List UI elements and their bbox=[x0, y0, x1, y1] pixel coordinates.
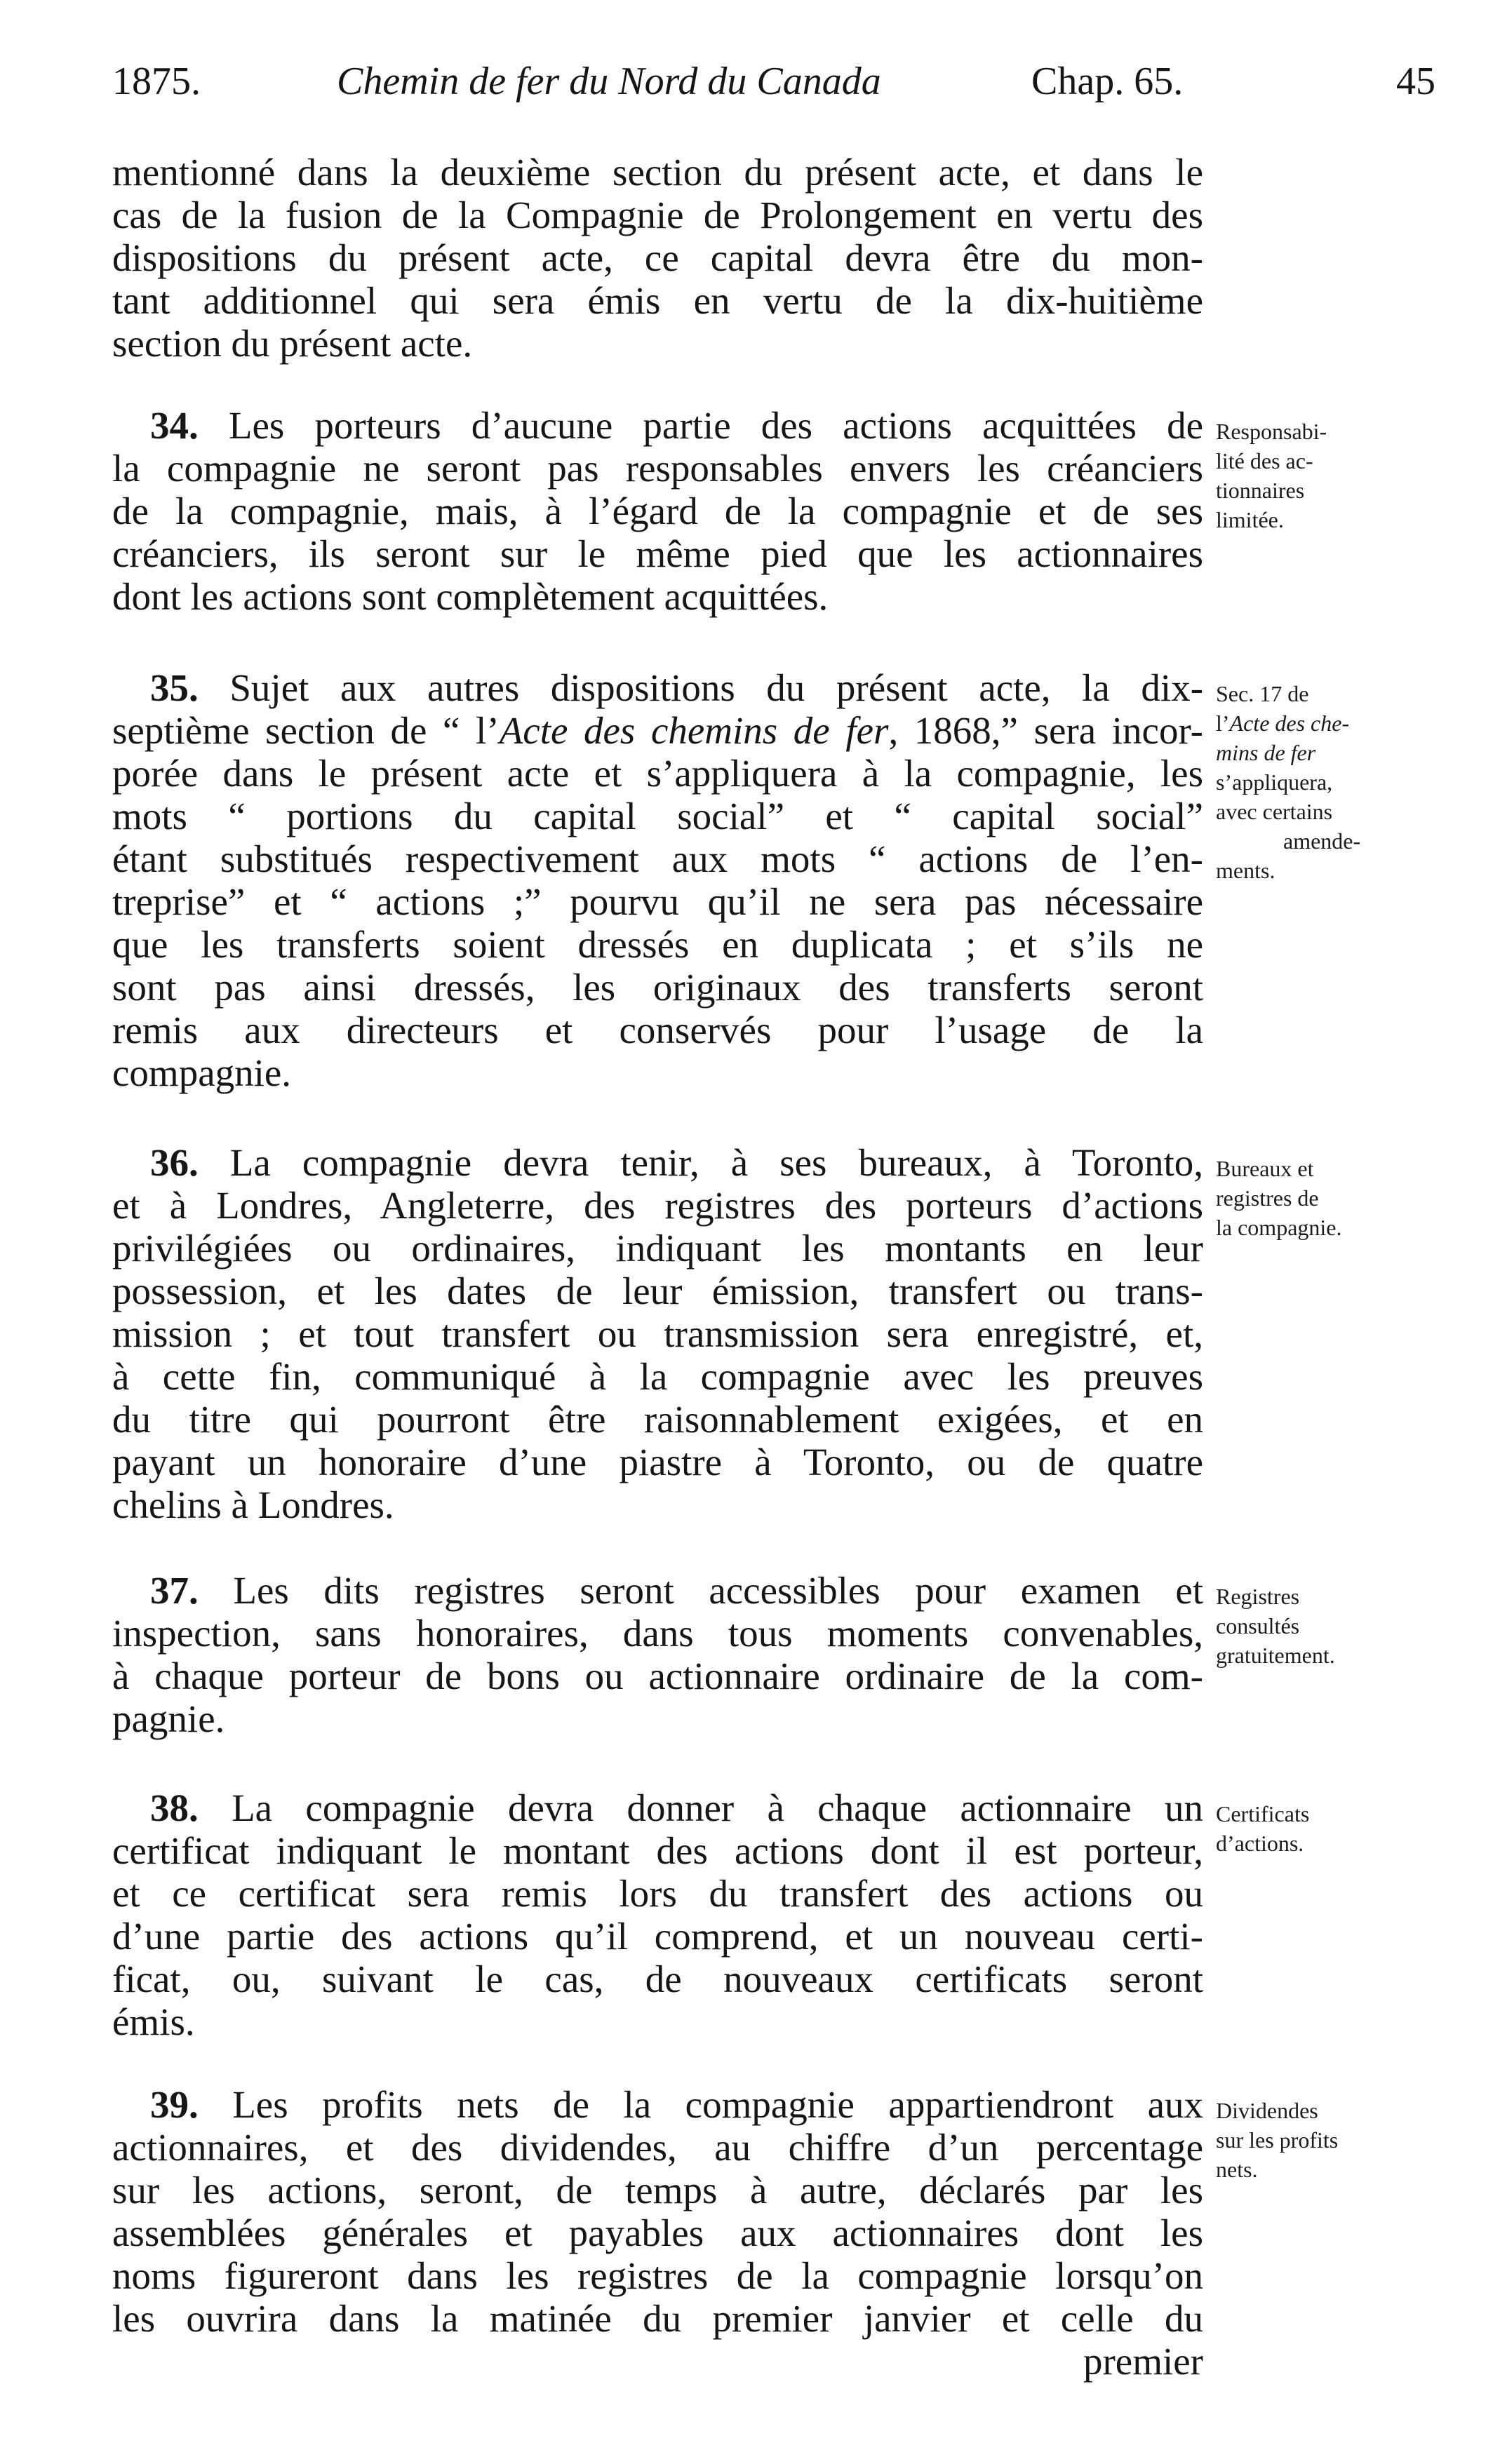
text-line: section du présent acte. bbox=[112, 322, 473, 365]
section-number: 35. bbox=[150, 666, 199, 709]
text-line: tant additionnel qui sera émis en vertu de la dix-huitième bbox=[112, 279, 1203, 322]
margin-note-36 bbox=[1216, 1154, 1426, 1242]
note-line bbox=[1216, 708, 1426, 738]
section-34 bbox=[112, 404, 1203, 618]
text-line bbox=[112, 1569, 1203, 1612]
text-line: mots “ portions du capital social” et “ capital social” bbox=[112, 795, 1203, 837]
text-line: pagnie. bbox=[112, 1697, 225, 1740]
catchword: premier bbox=[1083, 2340, 1203, 2383]
paragraph-continuation bbox=[112, 151, 1203, 365]
italic-title: Acte des chemins de fer bbox=[499, 709, 889, 752]
text-line: les ouvrira dans la matinée du premier janvier et celle du bbox=[112, 2297, 1203, 2340]
note-line: consultés bbox=[1216, 1613, 1300, 1638]
section-number: 36. bbox=[150, 1141, 199, 1184]
margin-note-34 bbox=[1216, 417, 1426, 534]
page-number: 45 bbox=[1396, 60, 1435, 103]
text-line: chelins à Londres. bbox=[112, 1483, 394, 1526]
text-line: porée dans le présent acte et s’appliquera à la compagnie, les bbox=[112, 752, 1203, 795]
note-line: limitée. bbox=[1216, 507, 1284, 532]
text-line: à chaque porteur de bons ou actionnaire ordinaire de la com- bbox=[112, 1655, 1203, 1697]
text-line bbox=[112, 666, 1203, 709]
text-line: actionnaires, et des dividendes, au chiffre d’un percentage bbox=[112, 2126, 1203, 2169]
text-line: d’une partie des actions qu’il comprend, et un nouveau certi- bbox=[112, 1915, 1203, 1958]
text-line: possession, et les dates de leur émission, transfert ou trans- bbox=[112, 1270, 1203, 1312]
section-35 bbox=[112, 666, 1203, 1094]
note-line: lité des ac- bbox=[1216, 448, 1313, 473]
section-number: 37. bbox=[150, 1569, 199, 1612]
note-line: ments. bbox=[1216, 858, 1275, 883]
line-text: La compagnie devra tenir, à ses bureaux, à Toronto, bbox=[229, 1141, 1203, 1184]
note-line: Dividendes bbox=[1216, 2098, 1318, 2123]
text-line: ficat, ou, suivant le cas, de nouveaux certificats seront bbox=[112, 1958, 1203, 2000]
text-line: compagnie. bbox=[112, 1051, 292, 1094]
line-text: septième section de “ l’ bbox=[112, 709, 500, 752]
text-line: étant substitués respectivement aux mots “ actions de l’en- bbox=[112, 837, 1203, 880]
text-line: du titre qui pourront être raisonnablement exigées, et en bbox=[112, 1398, 1203, 1441]
text-line: à cette fin, communiqué à la compagnie avec les preuves bbox=[112, 1355, 1203, 1398]
note-text: l’ bbox=[1216, 711, 1230, 736]
line-text: La compagnie devra donner à chaque actionnaire un bbox=[232, 1786, 1203, 1829]
section-38 bbox=[112, 1786, 1203, 2043]
text-line: certificat indiquant le montant des actions dont il est porteur, bbox=[112, 1829, 1203, 1872]
note-line: avec certains bbox=[1216, 799, 1333, 824]
header-chapter: Chap. 65. bbox=[1031, 60, 1184, 103]
text-line: remis aux directeurs et conservés pour l’usage de la bbox=[112, 1009, 1203, 1051]
text-line: que les transferts soient dressés en duplicata ; et s’ils ne bbox=[112, 923, 1203, 966]
text-line: cas de la fusion de la Compagnie de Prolongement en vertu des bbox=[112, 194, 1203, 236]
note-line: tionnaires bbox=[1216, 478, 1305, 503]
margin-note-35 bbox=[1216, 679, 1426, 885]
header-title: Chemin de fer du Nord du Canada bbox=[337, 60, 881, 103]
text-line: sont pas ainsi dressés, les originaux des transferts seront bbox=[112, 966, 1203, 1009]
section-number: 34. bbox=[150, 404, 199, 447]
note-line: amende- bbox=[1283, 828, 1361, 854]
note-line: registres de bbox=[1216, 1185, 1319, 1211]
text-line: et à Londres, Angleterre, des registres des porteurs d’actions bbox=[112, 1184, 1203, 1227]
note-line: Sec. 17 de bbox=[1216, 681, 1309, 706]
margin-note-38 bbox=[1216, 1799, 1426, 1858]
text-line: inspection, sans honoraires, dans tous moments convenables, bbox=[112, 1612, 1203, 1655]
text-line: émis. bbox=[112, 2000, 195, 2043]
note-line: la compagnie. bbox=[1216, 1215, 1342, 1240]
header-year: 1875. bbox=[112, 60, 201, 103]
section-36 bbox=[112, 1141, 1203, 1526]
section-37 bbox=[112, 1569, 1203, 1740]
text-line bbox=[112, 1786, 1203, 1829]
text-line: la compagnie ne seront pas responsables envers les créanciers bbox=[112, 447, 1203, 490]
note-italic: Acte des che- bbox=[1229, 711, 1350, 736]
text-line: assemblées générales et payables aux actionnaires dont les bbox=[112, 2211, 1203, 2254]
note-line: s’appliquera, bbox=[1216, 769, 1333, 795]
text-line: mission ; et tout transfert ou transmission sera enregistré, et, bbox=[112, 1312, 1203, 1355]
text-line: dispositions du présent acte, ce capital devra être du mon- bbox=[112, 236, 1203, 279]
line-text: Les dits registres seront accessibles pour examen et bbox=[233, 1569, 1203, 1612]
note-line: Certificats bbox=[1216, 1801, 1310, 1826]
text-line bbox=[112, 404, 1203, 447]
section-number: 38. bbox=[150, 1786, 199, 1829]
text-line: et ce certificat sera remis lors du transfert des actions ou bbox=[112, 1872, 1203, 1915]
text-line: dont les actions sont complètement acquittées. bbox=[112, 575, 829, 618]
line-text: Les porteurs d’aucune partie des actions acquittées de bbox=[228, 404, 1203, 447]
note-line: gratuitement. bbox=[1216, 1643, 1335, 1668]
text-line: payant un honoraire d’une piastre à Toronto, ou de quatre bbox=[112, 1441, 1203, 1483]
text-line: sur les actions, seront, de temps à autre, déclarés par les bbox=[112, 2169, 1203, 2211]
section-39 bbox=[112, 2083, 1203, 2383]
line-text: , 1868,” sera incor- bbox=[888, 709, 1203, 752]
text-line bbox=[112, 2083, 1203, 2126]
note-line: nets. bbox=[1216, 2157, 1258, 2182]
text-line bbox=[112, 709, 1203, 752]
margin-note-39 bbox=[1216, 2096, 1426, 2184]
note-line: Responsabi- bbox=[1216, 419, 1327, 444]
text-line: privilégiées ou ordinaires, indiquant les montants en leur bbox=[112, 1227, 1203, 1270]
text-line: treprise” et “ actions ;” pourvu qu’il ne sera pas nécessaire bbox=[112, 880, 1203, 923]
note-line: d’actions. bbox=[1216, 1831, 1304, 1856]
text-line: de la compagnie, mais, à l’égard de la compagnie et de ses bbox=[112, 490, 1203, 532]
text-line bbox=[112, 1141, 1203, 1184]
section-number: 39. bbox=[150, 2083, 199, 2126]
text-line: noms figureront dans les registres de la compagnie lorsqu’on bbox=[112, 2254, 1203, 2297]
margin-note-37 bbox=[1216, 1582, 1426, 1670]
note-line: sur les profits bbox=[1216, 2127, 1339, 2153]
text-line: créanciers, ils seront sur le même pied que les actionnaires bbox=[112, 532, 1203, 575]
note-italic: mins de fer bbox=[1216, 740, 1316, 765]
note-line bbox=[1216, 738, 1426, 767]
line-text: Les profits nets de la compagnie appartiendront aux bbox=[232, 2083, 1203, 2126]
line-text: Sujet aux autres dispositions du présent acte, la dix- bbox=[229, 666, 1203, 709]
text-line: mentionné dans la deuxième section du présent acte, et dans le bbox=[112, 151, 1203, 194]
note-line: Registres bbox=[1216, 1584, 1300, 1609]
note-line: Bureaux et bbox=[1216, 1156, 1314, 1181]
